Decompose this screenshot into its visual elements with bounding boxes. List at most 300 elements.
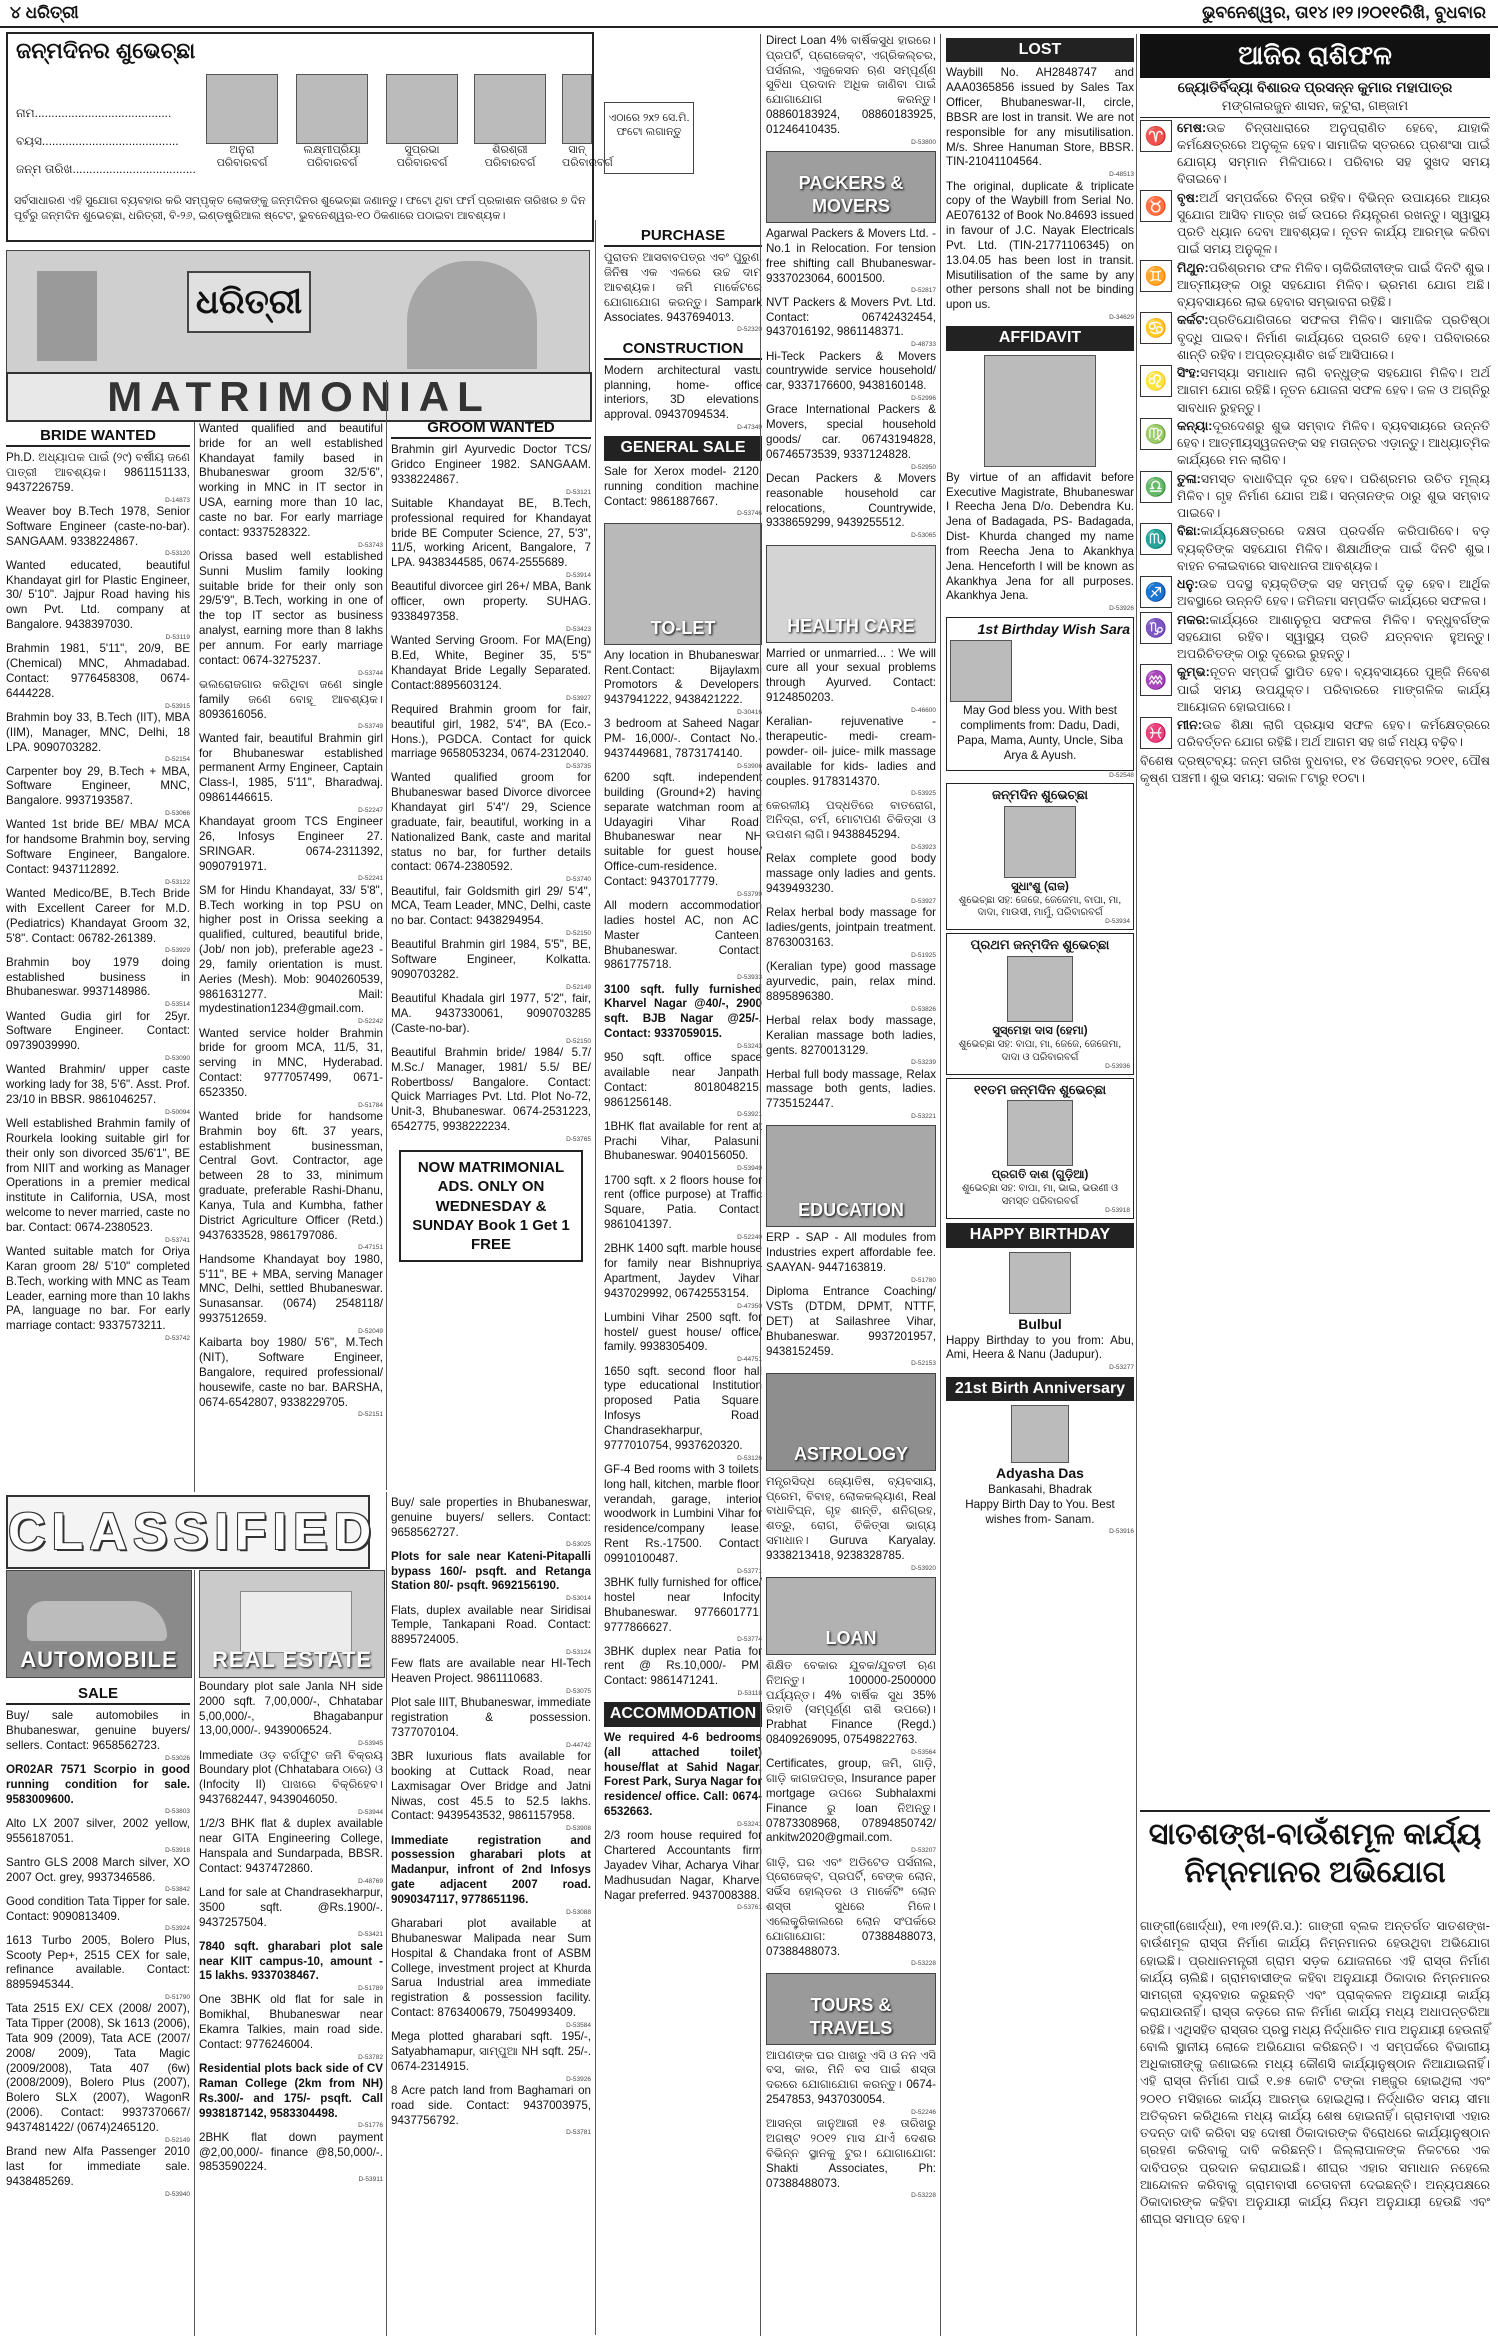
matrimonial-col-3	[391, 414, 591, 1490]
wish3-name: ପ୍ରଗତି ଦାଶ (ଗୁଡ଼ିଆ)	[991, 1168, 1089, 1182]
kid-caption: ସାନ୍ ପରିବାରବର୍ଗ	[562, 144, 613, 169]
wish3-title: ୧୧ତମ ଜନ୍ମଦିନ ଶୁଭେଚ୍ଛା	[973, 1081, 1107, 1097]
classified-ad: Alto LX 2007 silver, 2002 yellow, 9556187051.	[6, 1816, 190, 1845]
ad-code: D-53241	[737, 1820, 762, 1828]
wish1-title: ଜନ୍ମଦିନ ଶୁଭେଚ୍ଛା	[991, 787, 1089, 803]
classified-ad: Suitable Khandayat BE, B.Tech, professional required for Khandayat bride BE Computer Science, 27, 5'3", 11/5, working Aricent, Bangalore, 7 LPA. 9438344585, 0674-2555689.	[391, 496, 591, 570]
section-banner-label: ASTROLOGY	[793, 1443, 908, 1464]
child-photo	[206, 74, 278, 144]
kid-photo-2	[296, 74, 368, 170]
ad-code: D-53735	[566, 763, 591, 771]
classified-ad: Relax herbal body massage for ladies/gents, jointpain treatment. 8763003163.	[766, 906, 936, 949]
ad-code: D-53927	[566, 694, 591, 702]
classified-ad: All modern accommodation ladies hostel AC, non AC, Master Canteen, Bhubaneswar. Contact: 9861775718.	[604, 899, 762, 972]
classified-ad: 3 bedroom at Saheed Nagar, PM- 16,000/-. Contact No.- 9437449681, 7873174140.	[604, 717, 762, 760]
classified-ad: Certificates, group, ଜମି, ଗାଡ଼ି, ଗାଡ଼ି କାଗଜପତ୍ର, Insurance paper mortgage ଉପରେ Subhalaxmi Finance ରୁ loan ନିଅନ୍ତୁ। 07873308968, 07894850742/ ankitw2020@gmail.com.	[766, 1757, 936, 1845]
classified-ad: We required 4-6 bedrooms (all attached toilet) house/flat at Sahid Nagar, Forest Park, Surya Nagar for residence/ office. Call: 0674-6532663.	[604, 1730, 762, 1819]
wish1-photo	[1004, 806, 1076, 878]
zodiac-text	[1177, 717, 1490, 752]
classified-ad: Handsome Khandayat boy 1980, 5'11", BE + MBA, serving Manager MNC, Delhi, settled Bhubaneswar. Sunasansar. (0674) 2548118/ 9937512659.	[199, 1252, 383, 1326]
photo-placeholder	[598, 32, 700, 242]
ad-code: D-53761	[737, 1904, 762, 1912]
ad-code: D-53926	[566, 2075, 591, 2083]
direct-loan-ad: Direct Loan 4% ବାର୍ଷିକସୁଧ ହାରରେ। ପ୍ରପର୍ଟି, ପ୍ରୋଜେକ୍ଟ, ଏଗ୍ରିକଲ୍ଚର, ପର୍ସନାଲ, ଏଜୁକେସନ ଋଣ ସମ୍ପୂର୍ଣ୍ଣ ସୁବିଧା ପ୍ରଦାନ ଅଧିକ ଜାଣିବା ପାଇଁ ଯୋଗାଯୋଗ କରନ୍ତୁ। 08860183924, 08860183925, 01246410435.	[766, 34, 936, 136]
ad-code: D-48733	[911, 341, 936, 349]
classified-ad: Gharabari plot available at Bhubaneswar Malipada near Sum Hospital & Chandaka front of ASBM College, investment project at Khurda Sarua Industrial area immediate registration & possession facility. Contact: 8763400679, 7504993409.	[391, 1917, 591, 2020]
wish3-photo	[1007, 1100, 1073, 1166]
wish2-name: ସୁସ୍ମେହା ଦାସ (ହେମା)	[992, 1024, 1088, 1038]
classified-ad: Wanted qualified groom for Bhubaneswar based Divorce divorcee Khandayat girl 5'4"/ 29, Science graduate, fair, beautiful, working in a Nationalized Bank, caste and marital status no bar, for further details contact: 0674-2380592.	[391, 771, 591, 874]
zodiac-sign-entry	[1140, 260, 1490, 312]
classified-ad: ପୁରାତନ ଆସବାବପତ୍ର ଏବଂ ପୁରୁଣା ଜିନିଷ ଏକ ଏଳରେ ଉଚ୍ଚ ଦାମ ଆବଶ୍ୟକ। ଜମି ମାର୍କେଟରେ ଯୋଗାଯୋଗ କରନ୍ତୁ। Sampark Associates. 9437694013.	[604, 251, 762, 324]
name-field: ନାମ.........................................	[16, 106, 172, 120]
zodiac-text	[1177, 664, 1490, 716]
section-banner-label: TOURS & TRAVELS	[809, 1994, 893, 2038]
section-banner-image	[766, 1125, 936, 1227]
ad-code: D-52153	[911, 1360, 936, 1368]
ad-code: D-34629	[1109, 314, 1134, 322]
matrimonial-title: MATRIMONIAL	[6, 372, 592, 422]
zodiac-prediction: କାର୍ଯ୍ୟକ୍ଷେତ୍ରରେ ଦକ୍ଷତା ପ୍ରଦର୍ଶନ କରିପାରିବେ। ବଡ଼ ବ୍ୟକ୍ତିଙ୍କ ସହଯୋଗ ମିଳିବ। ଶିକ୍ଷାର୍ଥୀଙ୍କ ପାଇଁ ଦିନଟି ଶୁଭ। ବାହନ ଚଳାଇବାରେ ସାବଧାନତା ଆବଶ୍ୟକ।	[1177, 524, 1490, 573]
zodiac-icon: ♓	[1140, 717, 1172, 749]
ad-code: D-53118	[737, 1690, 762, 1698]
classified-ad: NVT Packers & Movers Pvt. Ltd. Contact: 06742432454, 9437016192, 9861148371.	[766, 295, 936, 339]
classified-ad: 2BHK flat down payment @2,00,000/- finance @8,50,000/-. 9853590224.	[199, 2130, 383, 2174]
classified-ad: Diploma Entrance Coaching/ VSTs (DTDM, DPMT, NTTF, DET) at Sailashree Vihar, Bhubaneswar. 9937201957, 9438152459.	[766, 1285, 936, 1358]
classified-ad: SM for Hindu Khandayat, 33/ 5'8", B.Tech working in top PSU on higher post in Orissa seeking a qualified, cultured, beautiful bride, (Job/ non job), preferable age23 - 29, family orientation is must. Aeries (Mesh). Mob: 9040260539, 9861631277. Mail: mydestination1234@gmail.com.	[199, 883, 383, 1016]
ad-code: D-47151	[358, 1244, 383, 1252]
ad-code: D-53090	[165, 1054, 190, 1062]
classified-ad: The original, duplicate & triplicate copy of the Waybill from Serial No. AE076132 of Book No.84693 issued in favour of J.C. Nayak Electricals Pvt. Ltd. (TIN-21771106345) on 13.04.05 has been lost in transit. Misutilisation of the same by any other persons shall not be binding upon us.	[946, 179, 1134, 312]
bulbul-name: Bulbul	[1018, 1315, 1062, 1332]
ad-code: D-53915	[165, 702, 190, 710]
section-banner-label: TO-LET	[650, 617, 716, 638]
ad-code: D-53121	[566, 488, 591, 496]
classified-ad: Herbal full body massage, Relax massage both gents, ladies. 7735152447.	[766, 1067, 936, 1111]
ad-code: D-47349	[737, 424, 762, 432]
ad-code: D-53940	[165, 2190, 190, 2198]
ad-code: D-53065	[911, 532, 936, 540]
ad-code: D-53771	[737, 1567, 762, 1575]
ad-code: D-53782	[358, 2053, 383, 2061]
ad-code: D-53124	[566, 1649, 591, 1657]
classified-ad: ଭଲରୋଜଗାର କରିଥିବା ଜଣେ single family ଜଣେ ବୋହୂ ଆବଶ୍ୟକ। 8093616056.	[199, 677, 383, 721]
ad-code: D-53842	[165, 1886, 190, 1894]
classified-ad: Boundary plot sale Janla NH side 2000 sqft. 7,00,000/-, Chhatabar 5,00,000/-, Bhagabanpur 13,00,000/-. 9439006524.	[199, 1680, 383, 1738]
dob-field: ଜନ୍ମ ତାରିଖ.....................................	[16, 162, 196, 176]
ad-code: D-53921	[737, 1111, 762, 1119]
zodiac-prediction: ପରିଶ୍ରମର ଫଳ ମିଳିବ। ଚାକିରିଜୀବୀଙ୍କ ପାଇଁ ଦିନଟି ଶୁଭ। ଆତ୍ମୀୟଙ୍କ ଠାରୁ ସହଯୋଗ ମିଳିବ। ଭ୍ରମଣ ଯୋଗ ଅଛି। ବ୍ୟବସାୟରେ ଲାଭ ହେବାର ସମ୍ଭାବନା ରହିଛି।	[1177, 260, 1490, 310]
ad-code: D-53119	[165, 633, 190, 641]
section-heading: GENERAL SALE	[604, 436, 762, 460]
zodiac-name: ମେଷ:	[1177, 120, 1207, 135]
classified-ad: Decan Packers & Movers reasonable household car relocations, Countrywide, 9338659299, 9439255512.	[766, 471, 936, 530]
classified-ad: Carpenter boy 29, B.Tech + MBA, Software Engineer, MNC, Bangalore. 9937193587.	[6, 764, 190, 808]
ad-code: D-53228	[911, 2192, 936, 2200]
classified-ad: Wanted Brahmin/ upper caste working lady for 38, 5'6". Asst. Prof. 23/10 in BBSR. 9861046257.	[6, 1063, 190, 1106]
ad-code: D-52151	[358, 1411, 383, 1419]
ad-code: D-53949	[737, 1165, 762, 1173]
section-heading: ACCOMMODATION	[604, 1702, 762, 1726]
zodiac-prediction: ପ୍ରତିଯୋଗିତାରେ ସଫଳତା ମିଳିବ। ସାମାଜିକ ପ୍ରତିଷ୍ଠା ବୃଦ୍ଧି ପାଇବ। ନିର୍ମାଣ କାର୍ଯ୍ୟରେ ପ୍ରଗତି ହେବ। ପରିବାରରେ ଶାନ୍ତି ରହିବ। ଅପ୍ରତ୍ୟାଶିତ ଖର୍ଚ୍ଚ ଆସିପାରେ।	[1177, 313, 1490, 362]
ad-code: D-53421	[358, 1931, 383, 1939]
ad-code: D-52996	[911, 395, 936, 403]
ad-code: D-53781	[566, 2129, 591, 2137]
wish1-name: ସୁଧାଂଶୁ (ରାଜ)	[1011, 879, 1069, 893]
classified-ad: Required Brahmin groom for fair, beautiful girl, 1982, 5'4", BA (Eco.- Hons.), PGDCA. Contact for quick marriage 9658053234, 0674-2312040.	[391, 702, 591, 761]
page-header	[0, 0, 1498, 28]
ad-code: D-52246	[911, 2108, 936, 2116]
classified-ad: Herbal relax body massage, Keralian massage both ladies, gents. 8270013129.	[766, 1013, 936, 1057]
ad-code: D-52247	[358, 806, 383, 814]
classified-ad: Wanted suitable match for Oriya Karan groom 28/ 5'10" completed B.Tech, working with MNC as Team Leader, earning more than 10 lakhs PA, language no bar. For early marriage contact: 9337573211.	[6, 1245, 190, 1333]
horoscope-footer: ବିଶେଷ ଦ୍ରଷ୍ଟବ୍ୟ: ଜନ୍ମ ତାରିଖ ବୁଧବାର, ୧୪ ଡିସେମ୍ବର ୨୦୧୧, ପୌଷ କୃଷ୍ଣ ପଞ୍ଚମୀ। ଶୁଭ ସମୟ: ସକାଳ ୮ଟାରୁ ୧୦ଟା।	[1140, 753, 1490, 785]
automobile-label: AUTOMOBILE	[20, 1647, 178, 1672]
ad-code: D-52950	[911, 463, 936, 471]
ad-code: D-52150	[566, 1037, 591, 1045]
zodiac-name: ମୀନ:	[1177, 718, 1203, 733]
classified-ad: କେରଳୀୟ ପଦ୍ଧତିରେ ବାତରୋଗ, ଅନିଦ୍ରା, ଚର୍ମ, ମୋଟାପଣ ଚିକିତ୍ସା ଓ ଉପଶମ ଲାଗି। 9438845294.	[766, 798, 936, 842]
wish3-box	[946, 1078, 1134, 1219]
news-body: ଗାଙ୍ଗୀ(ଖୋର୍ଦ୍ଧା), ୧୩।୧୨(ନି.ସ.): ଗାଙ୍ଗୀ ବ୍ଲକ ଅନ୍ତର୍ଗତ ସାତଶଙ୍ଖ-ବାଉଁଶମୂଳ ରାସ୍ତା ନିର୍ମାଣ କାର୍ଯ୍ୟ ନିମ୍ନମାନର ହେଉଥିବା ଅଭିଯୋଗ ହୋଇଛି। ପ୍ରଧାନମନ୍ତ୍ରୀ ଗ୍ରାମ ସଡ଼କ ଯୋଜନାରେ ଏହି ରାସ୍ତା ନିର୍ମାଣ କାର୍ଯ୍ୟ ଚାଲିଛି। ଗ୍ରାମବାସୀଙ୍କ କହିବା ଅନୁଯାୟୀ ଠିକାଦାର ନିମ୍ନମାନର ସାମଗ୍ରୀ ବ୍ୟବହାର କରୁଛନ୍ତି ଏବଂ ପ୍ରାକ୍କଳନ ଅନୁଯାୟୀ କାର୍ଯ୍ୟ କରାଯାଉନାହିଁ। ରାସ୍ତା କଡ଼ରେ ନାଳ ନିର୍ମାଣ କାର୍ଯ୍ୟ ମଧ୍ୟ ଅଧାପନ୍ତରିଆ ରହିଛି। ଏଥିସହିତ ରାସ୍ତାର ପ୍ରସ୍ଥ ମଧ୍ୟ ନିର୍ଦ୍ଧାରିତ ମାପ ଅନୁଯାୟୀ ହେଉନାହିଁ ବୋଲି ସ୍ଥାନୀୟ ଲୋକେ ଅଭିଯୋଗ କରିଛନ୍ତି। ଏ ସମ୍ପର୍କରେ ବିଭାଗୀୟ ଅଧିକାରୀଙ୍କୁ ଜଣାଇଲେ ମଧ୍ୟ କୌଣସି କାର୍ଯ୍ୟାନୁଷ୍ଠାନ ନିଆଯାଇନାହିଁ। ଏହି ରାସ୍ତା ନିର୍ମାଣ ପାଇଁ ୧.୭୫ କୋଟି ଟଙ୍କା ମଞ୍ଜୁର ହୋଇଥିଲା ଏବଂ ୨୦୧୦ ମସିହାରେ କାର୍ଯ୍ୟ ଆରମ୍ଭ ହୋଇଥିଲା। ନିର୍ଦ୍ଧାରିତ ସମୟ ସୀମା ଅତିକ୍ରମ କରିଥିଲେ ମଧ୍ୟ କାର୍ଯ୍ୟ ଶେଷ ହୋଇନାହିଁ। ଗ୍ରାମବାସୀ ଏହାର ତଦନ୍ତ ଦାବି କରିବା ସହ ଦୋଷୀ ଠିକାଦାରଙ୍କ ବିରୋଧରେ କାର୍ଯ୍ୟାନୁଷ୍ଠାନ ଗ୍ରହଣ କରିବାକୁ ଦାବି କରିଛନ୍ତି। ଜିଲ୍ଲାପାଳଙ୍କ ନିକଟରେ ଏକ ଦାବିପତ୍ର ପ୍ରଦାନ କରାଯାଇଛି। ଶୀଘ୍ର ଏହାର ସମାଧାନ ନହେଲେ ଆନ୍ଦୋଳନ କରିବାକୁ ଗ୍ରାମବାସୀ ଚେତାବନୀ ଦେଇଛନ୍ତି। ଅନ୍ୟପକ୍ଷରେ ଠିକାଦାରଙ୍କ କହିବା ଅନୁଯାୟୀ କାର୍ଯ୍ୟ ନିୟମ ଅନୁଯାୟୀ ହେଉଛି ଏବଂ ଶୀଘ୍ର ସମାପ୍ତ ହେବ।	[1140, 1919, 1490, 2227]
classified-ad: Agarwal Packers & Movers Ltd. - No.1 in Relocation. For tension free shifting call Bhubaneswar- 9337023064, 6001500.	[766, 227, 936, 285]
classified-ad: Sale for Xerox model- 2120, running condition machine. Contact: 9861887667.	[604, 464, 762, 508]
classified-ad: Grace International Packers & Movers, special household goods/ car. 06743194828, 06746573539, 9337124828.	[766, 403, 936, 461]
zodiac-icon: ♑	[1140, 612, 1172, 644]
classified-ad: Beautiful Brahmin bride/ 1984/ 5.7/ M.Sc./ Manager, 1981/ 5.5/ BE/ Robertboss/ Bangalore. Contact: Quick Marriages Pvt. Ltd. Plot No-72, Unit-3, Bhubaneswar. 0674-2531223, 6542775, 9938222234.	[391, 1045, 591, 1134]
house-shape	[240, 1591, 352, 1653]
classified-ad: Brahmin boy 1979 doing established business in Bhubaneswar. 9937148986.	[6, 955, 190, 999]
classified-ad: 8 Acre patch land from Baghamari on road side. Contact: 9437003975, 9437756792.	[391, 2083, 591, 2127]
classified-ad: One 3BHK old flat for sale in Bomikhal, Bhubaneswar near Ekamra Talkies, main road side. Contact: 9776246004.	[199, 1993, 383, 2051]
ad-code: D-53799	[737, 890, 762, 898]
wish2-text: ଶୁଭେଚ୍ଛା ସହ: ବାପା, ମା, ଜେଜେ, ଜେଜେମା, ଦାଦା ଓ ପରିବାରବର୍ଗ	[958, 1038, 1122, 1063]
section-heading: LOST	[946, 38, 1134, 62]
ad-code: D-30416	[737, 709, 762, 717]
kid-photo-5	[562, 74, 613, 170]
kid-caption: ଅନୁରା ପରିବାରବର୍ଗ	[216, 144, 268, 169]
ad-code: D-53239	[911, 1059, 936, 1067]
classified-ad: Wanted Medico/BE, B.Tech Bride with Excellent Career for M.D. (Pediatrics) Khandayat Groom 32, 5'8". Contact: 06782-261389.	[6, 887, 190, 945]
zodiac-icon: ♌	[1140, 365, 1172, 397]
ad-code: D-53920	[911, 1564, 936, 1572]
classified-ad: Santro GLS 2008 March silver, XO 2007 Oct. grey, 9937346586.	[6, 1855, 190, 1884]
zodiac-prediction: ଉଚ୍ଚ ଚିନ୍ତାଧାରାରେ ଅନୁପ୍ରାଣିତ ହେବେ, ଯାହାକି କର୍ମକ୍ଷେତ୍ରରେ ଅନୁକୂଳ ହେବ। ସାମାଜିକ ସ୍ତରରେ ପ୍ରଶଂସା ପାଇଁ ଯୋଗ୍ୟ ସମ୍ମାନ ମିଳିପାରେ। ପରିବାର ସହ ସୁଖଦ ସମୟ ବିତାଇବେ।	[1177, 120, 1490, 187]
ad-code: D-44742	[566, 1741, 591, 1749]
zodiac-sign-entry	[1140, 717, 1490, 752]
zodiac-text	[1177, 120, 1490, 189]
adyasha-message: Happy Birth Day to You. Best wishes from- Sanam.	[965, 1497, 1115, 1526]
zodiac-text	[1177, 471, 1490, 523]
ad-code: D-50094	[165, 1108, 190, 1116]
wish2-box	[946, 933, 1134, 1074]
section-banner-label: HEALTH CARE	[787, 615, 915, 636]
classified-ad: 3BHK duplex near Patia for rent @ Rs.10,000/- PM. Contact: 9861471241.	[604, 1644, 762, 1688]
ad-code: D-53075	[566, 1688, 591, 1696]
affidavit-photo	[984, 355, 1096, 467]
matrimonial-banner-image	[6, 250, 590, 374]
zodiac-name: ବୃଷ:	[1177, 190, 1200, 205]
classified-ad: 1700 sqft. x 2 floors house for rent (office purpose) at Traffic Square, Patia. Contact: 9861041397.	[604, 1173, 762, 1232]
ad-code: D-53228	[911, 1960, 936, 1968]
classified-ad: Buy/ sale automobiles in Bhubaneswar, genuine buyers/ sellers. Contact: 9658562723.	[6, 1709, 190, 1752]
ad-code: D-53945	[358, 1740, 383, 1748]
zodiac-text	[1177, 365, 1490, 417]
classified-ad: Well established Brahmin family of Rourkela looking suitable girl for their only son divorced 35/6'1", BE from NIIT and working as Manager Operations in a premier medical institute in California, USA, most welcome to never married, caste no bar. Contact: 0674-2380523.	[6, 1117, 190, 1234]
ad-code: D-53929	[165, 947, 190, 955]
classified-ad: Immediate ଓଡ଼ ବର୍ଗଫୁଟ ଜମି ବିକ୍ରୟ Boundary plot (Chhatabara ଠାରେ) ଓ (Infocity II) ପାଖରେ ବିକ୍ରିହେବ। 9437682447, 9439046050.	[199, 1748, 383, 1807]
col4-ads	[604, 222, 762, 2336]
zodiac-icon: ♒	[1140, 664, 1172, 696]
ad-code: D-53918	[1105, 1206, 1130, 1214]
classified-ad: 2BHK 1400 sqft. marble house for family near Bishnupriya Apartment, Jaydev Vihar. 9437029992, 06742553154.	[604, 1242, 762, 1300]
classified-ad: Buy/ sale properties in Bhubaneswar, genuine buyers/ sellers. Contact: 9658562727.	[391, 1496, 591, 1539]
sara-birthday-box	[946, 617, 1134, 771]
zodiac-sign-entry	[1140, 612, 1490, 664]
section-heading: 21st Birth Anniversary	[946, 1377, 1134, 1401]
col5-ads	[766, 34, 936, 2336]
child-photo	[474, 74, 546, 144]
zodiac-text	[1177, 190, 1490, 259]
ad-code: D-14873	[165, 496, 190, 504]
classified-ad: 6200 sqft. independent building (Ground+2) having separate watchman room at Udayagiri Vihar Road, Bhubaneswar near NH suitable for guest house/ Office-cum-residence. Contact: 9437017779.	[604, 771, 762, 888]
classified-ad: OR02AR 7571 Scorpio in good running condition for sale. 9583009600.	[6, 1762, 190, 1806]
classified-ad: Brand new Alfa Passenger 2010 last for immediate sale. 9438485269.	[6, 2145, 190, 2188]
age-field: ବୟସ.........................................	[16, 134, 179, 148]
bride-groom-photo	[37, 271, 97, 361]
adyasha-name: Adyasha Das	[996, 1465, 1084, 1481]
classified-ad: Beautiful, fair Goldsmith girl 29/ 5'4", MCA, Team Leader, MNC, Delhi, caste no bar. Contact: 9438294954.	[391, 884, 591, 928]
dateline: ଭୁବନେଶ୍ୱର, ତା୧୪।୧୨।୨୦୧୧ରିଖି, ବୁଧବାର	[1202, 3, 1486, 22]
ad-code: D-53564	[911, 1748, 936, 1756]
ad-code: D-51925	[911, 951, 936, 959]
ad-code: D-53911	[358, 2176, 383, 2184]
birthday-form	[6, 32, 613, 242]
section-banner-label: PACKERS & MOVERS	[798, 173, 904, 217]
classified-ad: 1650 sqft. second floor hall type educational Institution proposed Patia Square, Infosys Road, Chandrasekharpur, 9777010754, 9937620320.	[604, 1364, 762, 1452]
ad-code: D-53933	[737, 974, 762, 982]
child-photo	[386, 74, 458, 144]
classified-ad: Good condition Tata Tipper for sale. Contact: 9090813409.	[6, 1894, 190, 1923]
classified-ad: ଗାଡ଼ି, ଘର ଏବଂ ଅଡିଟେଡ ପର୍ସନାଲ, ପ୍ରୋଜେକ୍ଟ, ପ୍ରପର୍ଟି, ବେଙ୍କ ଲୋନ, ସର୍ଭିସ ହୋଲ୍ଡର ଓ ମାର୍କେଟିଂ ଲୋନ ଶସ୍ତା ସୁଧରେ ମିଳେ। ଏଲେକ୍ଟ୍ରିକାଲରେ ଲୋନ ସଂପର୍କରେ ଯୋଗାଯୋଗ: 07388488073, 07388488073.	[766, 1855, 936, 1958]
classified-ad: Wanted qualified and beautiful bride for an well established Khandayat family based in Bhubaneswar groom 32/5'6", working in MNC in IT sector in USA, earning more than 10 lac, caste no bar. For early marriage contact: 9337528322.	[199, 422, 383, 539]
zodiac-name: ମିଥୁନ:	[1177, 260, 1209, 275]
classified-ad: 3BHK fully furnished for office/ hostel near Infocity, Bhubaneswar. 9776601771, 9777866627.	[604, 1576, 762, 1634]
section-banner-label: EDUCATION	[798, 1200, 904, 1221]
classified-ad: Land for sale at Chandrasekharpur, 3500 sqft. @Rs.1900/-. 9437257504.	[199, 1885, 383, 1929]
zodiac-text	[1177, 523, 1490, 575]
real-estate-label: REAL ESTATE	[211, 1647, 373, 1672]
news-headline: ସାତଶଙ୍ଖ-ବାଉଁଶମୂଳ କାର୍ଯ୍ୟ ନିମ୍ନମାନର ଅଭିଯୋଗ	[1140, 1810, 1490, 1891]
ad-code: D-53934	[1105, 918, 1130, 926]
ad-code: D-53749	[358, 723, 383, 731]
classified-ad: Wanted 1st bride BE/ MBA/ MCA for handsome Brahmin boy, serving Software Engineer, Bangalore. Contact: 9437112892.	[6, 818, 190, 876]
section-heading: AFFIDAVIT	[946, 326, 1134, 350]
zodiac-sign-entry	[1140, 523, 1490, 575]
ad-code: D-48513	[1109, 171, 1134, 179]
zodiac-name: ତୁଳା:	[1177, 471, 1201, 486]
zodiac-sign-entry	[1140, 576, 1490, 611]
section-heading: HAPPY BIRTHDAY	[946, 1223, 1134, 1247]
ad-code: D-53774	[737, 1636, 762, 1644]
ad-code: D-53742	[165, 1335, 190, 1342]
ad-code: D-52150	[566, 930, 591, 938]
classified-ad: Hi-Teck Packers & Movers countrywide service household/ car, 9337176600, 9438160148.	[766, 349, 936, 393]
ad-code: D-53744	[358, 669, 383, 677]
dharitri-logo: ଧରିତ୍ରୀ	[187, 271, 311, 333]
free-offer-box: NOW MATRIMONIAL ADS. ONLY ON WEDNESDAY & SUNDAY Book 1 Get 1 FREE	[399, 1150, 583, 1262]
ad-code: D-53207	[911, 1847, 936, 1855]
ad-code: D-53088	[566, 1908, 591, 1916]
classified-ad: Married or unmarried... : We will cure all your sexual problems through Ayurved. Contact: 9124850203.	[766, 646, 936, 705]
zodiac-icon: ♎	[1140, 471, 1172, 503]
zodiac-icon: ♏	[1140, 523, 1172, 555]
car-shape	[27, 1601, 167, 1641]
kid-photo-4	[474, 74, 546, 170]
matrimonial-col-1	[6, 422, 190, 1492]
zodiac-icon: ♊	[1140, 260, 1172, 292]
zodiac-icon: ♈	[1140, 120, 1172, 152]
child-photo	[562, 74, 592, 144]
section-banner-image	[766, 545, 936, 643]
classified-ad: ଶିକ୍ଷିତ ବେକାର ଯୁବକ/ଯୁବତୀ ଋଣ ନିଅନ୍ତୁ। 100000-2500000 ପର୍ଯ୍ୟନ୍ତ। 4% ବାର୍ଷିକ ସୁଧ 35% ରିହାତି (ସମ୍ପୂର୍ଣ୍ଣ ରାଶି ଉପରେ)। Prabhat Finance (Regd.) 08409269095, 07549822763.	[766, 1658, 936, 1747]
ad-code: D-44751	[737, 1356, 762, 1364]
zodiac-name: କର୍କଟ:	[1177, 313, 1209, 328]
zodiac-sign-entry	[1140, 664, 1490, 716]
zodiac-prediction: କାର୍ଯ୍ୟରେ ଆଶାନୁରୂପ ସଫଳତା ମିଳିବ। ବନ୍ଧୁବର୍ଗଙ୍କ ସହଯୋଗ ରହିବ। ସ୍ୱାସ୍ଥ୍ୟ ପ୍ରତି ଯତ୍ନବାନ ହୁଅନ୍ତୁ। ଅପରିଚିତଙ୍କ ଠାରୁ ଦୂରେଇ ରୁହନ୍ତୁ।	[1177, 612, 1490, 662]
ad-code: D-47350	[737, 1302, 762, 1310]
wish3-text: ଶୁଭେଚ୍ଛା ସହ: ବାପା, ମା, ଭାଇ, ଭଉଣୀ ଓ ସମସ୍ତ ପରିବାରବର୍ଗ	[961, 1183, 1119, 1208]
classified-ad: Brahmin boy 33, B.Tech (IIT), MBA (IIM), Manager, MNC, Delhi, 18 LPA. 9090703282.	[6, 710, 190, 754]
ad-code: D-53014	[566, 1595, 591, 1603]
ad-code: D-53908	[566, 1825, 591, 1833]
kid-photo-1	[206, 74, 278, 170]
ad-code: D-53025	[566, 1541, 591, 1549]
classified-ad: Beautiful divorcee girl 26+/ MBA, Bank officer, own property. SUHAG. 9338497358.	[391, 580, 591, 624]
adyasha-photo	[1011, 1405, 1069, 1463]
ad-code: D-53584	[566, 2021, 591, 2029]
zodiac-prediction: ଦୂରଦେଶରୁ ଶୁଭ ସମ୍ବାଦ ମିଳିବ। ବ୍ୟବସାୟରେ ଉନ୍ନତି ହେବ। ଆତ୍ମୀୟସ୍ୱଜନଙ୍କ ସହ ମତାନ୍ତର ଏଡ଼ାନ୍ତୁ। ଆଧ୍ୟାତ୍ମିକ କାର୍ଯ୍ୟରେ ମନ ଲାଗିବ।	[1177, 418, 1490, 468]
ad-code: D-53944	[358, 1808, 383, 1816]
ad-code: D-53923	[911, 844, 936, 852]
section-banner-label: LOAN	[825, 1627, 877, 1648]
zodiac-name: କୁମ୍ଭ:	[1177, 665, 1210, 680]
kid-caption: ଲକ୍ଷ୍ମୀପ୍ରିୟା ପରିବାରବର୍ଗ	[303, 144, 361, 169]
zodiac-text	[1177, 312, 1490, 364]
ad-code: D-52241	[358, 875, 383, 883]
sara-banner: 1st Birthday Wish Sara	[977, 620, 1130, 637]
classified-ad: Tata 2515 EX/ CEX (2008/ 2007), Tata Tipper (2008), Sk 1613 (2006), Tata 909 (2009), Tata ACE (2007/ 2008/ 2009), Tata Magic (2009/2008), Tata 407 (6w) (2008/2009), Bolero Plus (2007), Bolero SLX (2007), WagonR (2006). Contact: 9937370667/ 9437481422/ (0674)2465120.	[6, 2002, 190, 2134]
zodiac-prediction: ଉଚ୍ଚ ଶିକ୍ଷା ଲାଗି ପ୍ରୟାସ ସଫଳ ହେବ। କର୍ମକ୍ଷେତ୍ରରେ ପରିବର୍ତ୍ତନ ଯୋଗ ରହିଛି। ଅର୍ଥ ଆଗମ ସହ ଖର୍ଚ୍ଚ ମଧ୍ୟ ବଢ଼ିବ।	[1177, 718, 1490, 750]
classified-ad: ଆସନ୍ତା ଜାନୁଆରୀ ୧୫ ତାରିଖରୁ ଅଗଷ୍ଟ ୨୦୧୨ ମାସ ଯାଏଁ ଦେଶର ବିଭିନ୍ନ ସ୍ଥାନକୁ ଟୁର। ଯୋଗାଯୋଗ: Shakti Associates, Ph: 07388488073.	[766, 2117, 936, 2190]
classified-ad: Plots for sale near Kateni-Pitapalli bypass 160/- psqft. and Retanga Station 80/- psqft. 9692156190.	[391, 1549, 591, 1593]
ad-code: D-53926	[1109, 605, 1134, 613]
ad-code: D-53221	[911, 1113, 936, 1121]
ad-code: D-53743	[358, 541, 383, 549]
classified-ad: Flats, duplex available near Siridisai Temple, Tankapani Road. Contact: 8895724005.	[391, 1603, 591, 1647]
zodiac-prediction: ଅର୍ଥ ସମ୍ପର୍କରେ ଚିନ୍ତା ରହିବ। ବିଭିନ୍ନ ଉପାୟରେ ଆୟର ସୁଯୋଗ ଆସିବ ମାତ୍ର ଖର୍ଚ୍ଚ ଉପରେ ନିୟନ୍ତ୍ରଣ ରଖନ୍ତୁ। ସ୍ୱାସ୍ଥ୍ୟ ପ୍ରତି ଧ୍ୟାନ ଦେବା ଆବଶ୍ୟକ। ନୂତନ କାର୍ଯ୍ୟ ଆରମ୍ଭ କରିବା ପାଇଁ ସମୟ ଅନୁକୂଳ।	[1177, 190, 1490, 257]
classified-ad: (Keralian type) good massage ayurvedic, pain, relax mind. 8895896380.	[766, 960, 936, 1003]
ad-code: D-53066	[165, 810, 190, 818]
ad-code: D-53740	[566, 876, 591, 884]
zodiac-prediction: ସମସ୍ତ ବାଧାବିଘ୍ନ ଦୂର ହେବ। ପରିଶ୍ରମର ଉଚିତ ମୂଲ୍ୟ ମିଳିବ। ଗୃହ ନିର୍ମାଣ ଯୋଗ ଅଛି। ସନ୍ତାନଙ୍କ ଠାରୁ ଶୁଭ ସମ୍ବାଦ ପାଇବେ।	[1177, 471, 1490, 521]
ad-code: D-53026	[165, 1754, 190, 1762]
classified-ad: 1BHK flat available for rent at Prachi Vihar, Palasuni, Bhubaneswar. 9040156050.	[604, 1119, 762, 1163]
classified-ad: Wanted educated, beautiful Khandayat girl for Plastic Engineer, 30/ 5'10". Jajpur Road having his own Pvt. Ltd. company at Bangalore. 9438397030.	[6, 558, 190, 632]
classified-ad: Waybill No. AH2848747 and AAA0365856 issued by Sales Tax Officer, Bhubaneswar-II, circle, BBSR are lost in transit. We are not responsible for any misutilisation. M/s. Shree Hanuman Store, BBSR. TIN-21041104564.	[946, 66, 1134, 169]
birthday-form-title: ଜନ୍ମଦିନର ଶୁଭେଚ୍ଛା	[16, 38, 196, 63]
zodiac-name: ବିଛା:	[1177, 524, 1201, 539]
zodiac-name: କନ୍ୟା:	[1177, 418, 1213, 433]
ad-code: D-51789	[358, 1985, 383, 1993]
classified-ad: Khandayat groom TCS Engineer 26, Infosys Engineer 27. SRINGAR. 0674-2311392, 9090791971.	[199, 815, 383, 873]
child-photo	[296, 74, 368, 144]
ad-code: D-53803	[165, 1808, 190, 1816]
wish1-box	[946, 783, 1134, 930]
classified-ad: Beautiful Khadala girl 1977, 5'2", fair, MA. 9437330061, 9090703285 (Caste-no-bar).	[391, 992, 591, 1035]
ad-code: D-52548	[1109, 771, 1134, 779]
astrologer-address: ମଙ୍ଗଳାରଜୁନ ଶାସନ, କଟୁରା, ଗଞ୍ଜାମ	[1140, 97, 1490, 118]
astrologer-name: ଜ୍ୟୋତିର୍ବିଦ୍ୟା ବିଶାରଦ ପ୍ରସନ୍ନ କୁମାର ମହାପାତ୍ର	[1177, 78, 1453, 95]
classified-title: CLASSIFIED	[6, 1495, 370, 1569]
ad-code: D-53924	[165, 1925, 190, 1933]
bulbul-message: Happy Birthday to you from: Abu, Ami, Heera & Nanu (Jadupur).	[946, 1333, 1134, 1362]
section-banner-image	[766, 1577, 936, 1655]
classified-ad: ERP - SAP - All modules from Industries expert affordable fee. SAAYAN- 9447163819.	[766, 1231, 936, 1275]
classified-ad: 3BR luxurious flats available for booking at Cuttack Road, near Laxmisagar Over Bridge and Jatni Niwas, cost 45.5 to 52.5 lakhs. Contact: 9439543532, 9861157958.	[391, 1750, 591, 1823]
classified-ad: 1613 Turbo 2005, Bolero Plus, Scooty Pep+, 2515 CEX for sale, refinance available. Contact: 8895945344.	[6, 1933, 190, 1992]
ad-code: D-52817	[911, 287, 936, 295]
ad-code: D-52149	[165, 2136, 190, 2144]
ad-code: D-51790	[165, 1994, 190, 2001]
ad-code: D-53243	[737, 1042, 762, 1050]
ad-code: D-46600	[911, 706, 936, 714]
zodiac-sign-entry	[1140, 312, 1490, 364]
horoscope-title: ଆଜିର ରାଶିଫଳ	[1140, 34, 1490, 78]
kid-photo-3	[386, 74, 458, 170]
zodiac-icon: ♐	[1140, 576, 1172, 608]
bulbul-photo	[1009, 1252, 1071, 1314]
zodiac-icon: ♋	[1140, 312, 1172, 344]
ad-code: D-53800	[911, 138, 936, 146]
adyasha-place: Bankasahi, Bhadrak	[988, 1482, 1092, 1496]
section-banner-image	[766, 1973, 936, 2045]
page-number: ୪ ଧରିତ୍ରୀ	[10, 3, 79, 22]
classified-ad: Keralian- rejuvenative - therapeutic- medi- cream- powder- oil- juice- milk massage available for kids- ladies and couples. 9178314370.	[766, 715, 936, 788]
ad-code: D-53936	[1105, 1062, 1130, 1070]
real-estate-banner-image	[199, 1570, 385, 1678]
section-heading: PURCHASE	[604, 226, 762, 247]
classified-ad: Modern architectural vastu planning, home- office interiors, 3D elevations, approval. 09437094534.	[604, 363, 762, 422]
classified-ad: Orissa based well established Sunni Muslim family looking suitable bride for their only son 29/5'9", B.Tech, working in one of the top IT sector as business analyst, earning more than 8 lakhs per annum. For early marriage contact: 0674-3275237.	[199, 549, 383, 667]
section-banner-image	[604, 523, 762, 645]
classified-ad: Any location in Bhubaneswar, Rent.Contact: Bijaylaxmi Promotors & Developers. 9437941222, 9438421222.	[604, 648, 762, 707]
classified-ad: ଆପଣଙ୍କ ଘର ପାଖରୁ ଏସି ଓ ନନ ଏସି ବସ, କାର, ମିନି ବସ ପାଇଁ ଶସ୍ତା ଦରରେ ଯୋଗାଯୋଗ କରନ୍ତୁ। 0674-2547853, 9437030054.	[766, 2048, 936, 2107]
horoscope	[1140, 34, 1490, 787]
bride-wanted-heading: BRIDE WANTED	[6, 426, 190, 447]
zodiac-name: ମକର:	[1177, 612, 1210, 627]
ad-code: D-53826	[911, 1005, 936, 1013]
wish2-photo	[1007, 956, 1073, 1022]
classified-ad: Plot sale IIIT, Bhubaneswar, immediate registration & possession. 7377070104.	[391, 1696, 591, 1740]
zodiac-sign-entry	[1140, 471, 1490, 523]
classified-ad: Mega plotted gharabari sqft. 195/-, Satyabhamapur, ସାମ୍ପୁଆ NH sqft. 25/-. 0674-2314915.	[391, 2030, 591, 2073]
ad-code: D-53126	[737, 1454, 762, 1462]
zodiac-sign-entry	[1140, 190, 1490, 259]
automobile-banner-image	[6, 1570, 192, 1678]
ad-code: D-52320	[737, 326, 762, 334]
classified-ad: Beautiful Brahmin girl 1984, 5'5", BE, Software Engineer, Kolkatta. 9090703282.	[391, 938, 591, 982]
